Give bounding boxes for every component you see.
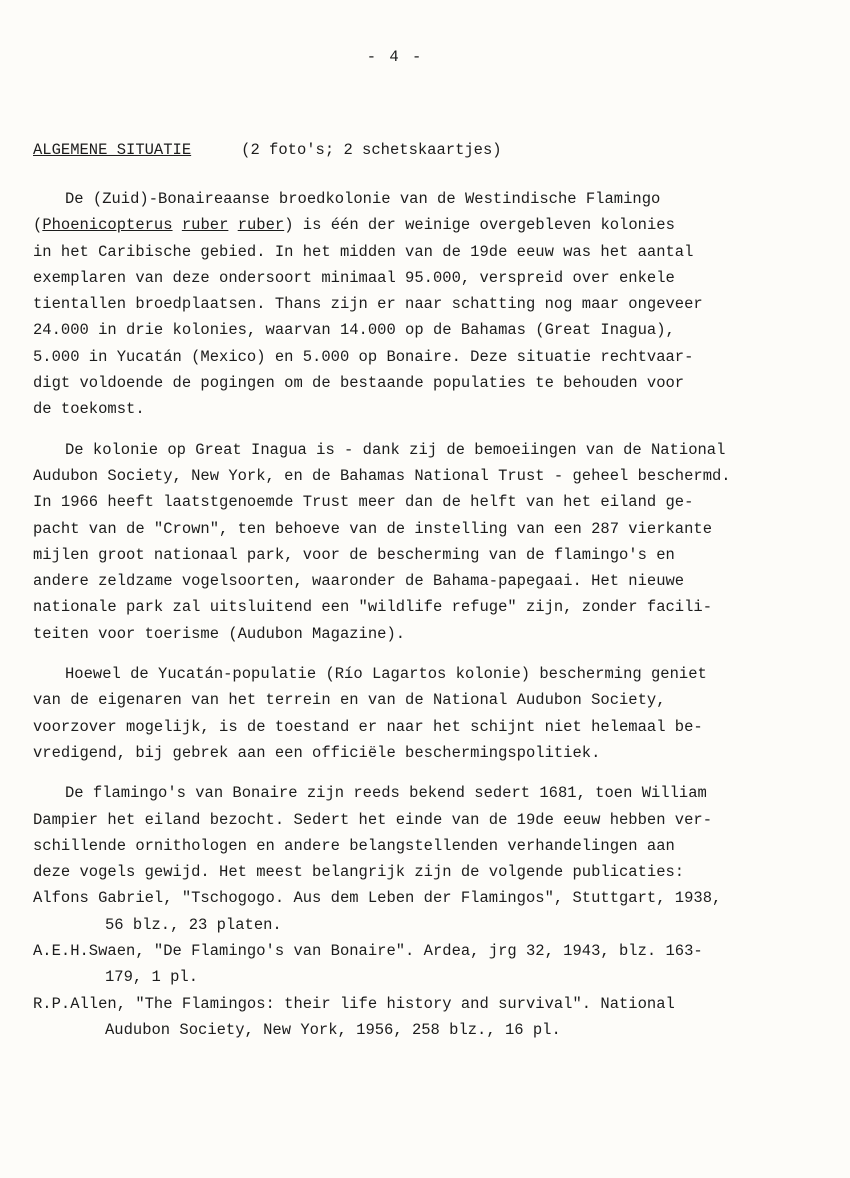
heading-title: ALGEMENE SITUATIE (33, 141, 192, 159)
page-number: - 4 - (366, 48, 424, 66)
reference-continuation: 179, 1 pl. (105, 968, 199, 987)
text-line: Dampier het eiland bezocht. Sedert het einde van de 19de eeuw hebben ver- (33, 810, 713, 829)
paragraph-3 (33, 661, 833, 766)
paragraph-1 (33, 186, 833, 423)
text-line: Audubon Society, New York, en de Bahamas National Trust - geheel beschermd. (33, 466, 731, 485)
reference-entry: Alfons Gabriel, "Tschogogo. Aus dem Leben der Flamingos", Stuttgart, 1938, (33, 889, 722, 908)
scientific-name-subspecies: ruber (237, 216, 285, 235)
text-line: vredigend, bij gebrek aan een officiële beschermingspolitiek. (33, 743, 601, 762)
text-line: 5.000 in Yucatán (Mexico) en 5.000 op Bonaire. Deze situatie rechtvaar- (33, 347, 694, 366)
scientific-name-species: ruber (181, 216, 229, 235)
document-body (33, 186, 833, 1057)
text-line: digt voldoende de pogingen om de bestaande populaties te behouden voor (33, 374, 685, 393)
paragraph-2 (33, 437, 833, 647)
paragraph-4 (33, 780, 833, 1043)
text-line: nationale park zal uitsluitend een "wildlife refuge" zijn, zonder facili- (33, 598, 713, 617)
text-line-scientific-name (33, 212, 833, 238)
text-line: mijlen groot nationaal park, voor de bescherming van de flamingo's en (33, 545, 675, 564)
text-line: in het Caribische gebied. In het midden van de 19de eeuw was het aantal (33, 242, 694, 261)
text-line: De (Zuid)-Bonaireaanse broedkolonie van de Westindische Flamingo (65, 190, 661, 208)
text-line: de toekomst. (33, 400, 145, 419)
scientific-name-genus: Phoenicopterus (42, 216, 173, 235)
text-line: Hoewel de Yucatán-populatie (Río Lagartos kolonie) bescherming geniet (65, 665, 707, 684)
text-line: teiten voor toerisme (Audubon Magazine). (33, 624, 406, 643)
text-line: De kolonie op Great Inagua is - dank zij de bemoeiingen van de National (65, 440, 726, 459)
text-fragment: ( (33, 216, 43, 235)
text-line: van de eigenaren van het terrein en van de National Audubon Society, (33, 691, 666, 710)
reference-continuation: 56 blz., 23 platen. (105, 915, 282, 934)
text-line: 24.000 in drie kolonies, waarvan 14.000 op de Bahamas (Great Inagua), (33, 321, 675, 340)
section-heading (33, 141, 502, 159)
text-line: tientallen broedplaatsen. Thans zijn er naar schatting nog maar ongeveer (33, 295, 703, 314)
reference-entry: R.P.Allen, "The Flamingos: their life history and survival". National (33, 994, 675, 1013)
text-line: deze vogels gewijd. Het meest belangrijk zijn de volgende publicaties: (33, 863, 685, 882)
text-line: andere zeldzame vogelsoorten, waaronder de Bahama-papegaai. Het nieuwe (33, 572, 685, 591)
text-line: schillende ornithologen en andere belangstellenden verhandelingen aan (33, 836, 675, 855)
text-fragment: ) is één der weinige overgebleven kolonies (284, 216, 675, 235)
text-line: voorzover mogelijk, is de toestand er naar het schijnt niet helemaal be- (33, 717, 703, 736)
reference-entry: A.E.H.Swaen, "De Flamingo's van Bonaire". Ardea, jrg 32, 1943, blz. 163- (33, 942, 703, 961)
heading-subtitle: (2 foto's; 2 schetskaartjes) (241, 141, 502, 159)
text-line: In 1966 heeft laatstgenoemde Trust meer dan de helft van het eiland ge- (33, 493, 694, 512)
text-line: pacht van de "Crown", ten behoeve van de instelling van een 287 vierkante (33, 519, 713, 538)
text-line: De flamingo's van Bonaire zijn reeds bekend sedert 1681, toen William (65, 784, 707, 803)
reference-continuation: Audubon Society, New York, 1956, 258 blz., 16 pl. (105, 1020, 561, 1039)
text-line: exemplaren van deze ondersoort minimaal 95.000, verspreid over enkele (33, 268, 675, 287)
